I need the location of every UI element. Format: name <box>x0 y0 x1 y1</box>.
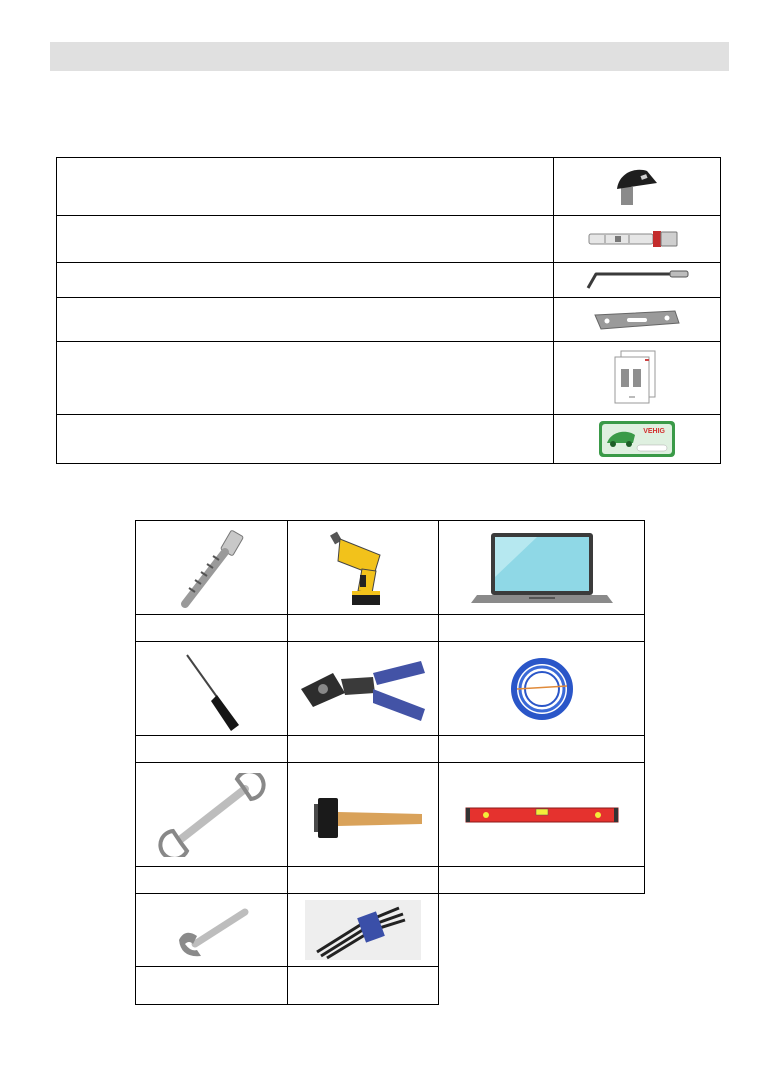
tool-label <box>439 867 645 894</box>
plate-icon <box>591 307 683 333</box>
table-row <box>136 894 645 967</box>
accessory-image-cell <box>554 415 721 464</box>
accessory-description <box>57 298 554 342</box>
tool-label <box>288 867 439 894</box>
tool-label <box>439 736 645 763</box>
table-row <box>136 521 645 615</box>
tool-image-cell <box>439 521 645 615</box>
table-row <box>136 763 645 867</box>
table-row <box>57 216 721 263</box>
accessory-image-cell <box>554 158 721 216</box>
laptop-icon <box>467 529 617 607</box>
accessory-description <box>57 415 554 464</box>
tool-image-cell <box>439 642 645 736</box>
table-row <box>57 158 721 216</box>
electric-drill-icon <box>318 525 408 611</box>
warranty-card-icon <box>597 419 677 459</box>
empty-cell <box>439 894 645 967</box>
tool-label <box>136 615 288 642</box>
tool-label <box>136 967 288 1005</box>
tool-image-cell <box>288 642 439 736</box>
tool-image-cell <box>288 894 439 967</box>
tool-label <box>136 736 288 763</box>
tool-image-cell <box>136 894 288 967</box>
card-brand: VEHIG <box>643 428 666 435</box>
cable-coil-icon <box>507 654 577 724</box>
accessories-table <box>56 157 721 464</box>
accessory-image-cell <box>554 342 721 415</box>
tool-image-cell <box>288 521 439 615</box>
spirit-level-icon <box>462 800 622 830</box>
table-row <box>57 342 721 415</box>
table-row <box>57 415 721 464</box>
tool-image-cell <box>136 642 288 736</box>
tool-label <box>288 615 439 642</box>
tools-table <box>135 520 645 1005</box>
empty-cell <box>439 967 645 1005</box>
table-row <box>136 867 645 894</box>
accessory-description <box>57 263 554 298</box>
table-row <box>136 967 645 1005</box>
accessory-description <box>57 342 554 415</box>
tool-image-cell <box>288 763 439 867</box>
tool-image-cell <box>136 521 288 615</box>
adjustable-wrench-icon <box>167 900 257 960</box>
accessory-description <box>57 158 554 216</box>
accessory-image-cell <box>554 263 721 298</box>
tool-label <box>439 615 645 642</box>
section-header-bar <box>50 42 729 71</box>
hammer-icon <box>298 780 428 850</box>
crimping-tool-icon <box>293 649 433 729</box>
tool-image-cell <box>136 763 288 867</box>
drill-bit-icon <box>167 526 257 610</box>
expansion-bolt-icon <box>585 224 689 254</box>
wrench-icon <box>157 773 267 857</box>
tool-label <box>288 736 439 763</box>
allen-key-set-icon <box>305 900 421 960</box>
tool-image-cell <box>439 763 645 867</box>
hex-key-icon <box>582 268 692 292</box>
mounting-bracket-icon <box>607 165 667 209</box>
accessory-image-cell <box>554 298 721 342</box>
table-row <box>57 263 721 298</box>
accessory-image-cell <box>554 216 721 263</box>
table-row <box>57 298 721 342</box>
table-row <box>136 736 645 763</box>
screwdriver-icon <box>167 645 257 733</box>
tool-label <box>288 967 439 1005</box>
table-row <box>136 642 645 736</box>
accessory-description <box>57 216 554 263</box>
tool-label <box>136 867 288 894</box>
documents-icon <box>611 347 663 409</box>
table-row <box>136 615 645 642</box>
